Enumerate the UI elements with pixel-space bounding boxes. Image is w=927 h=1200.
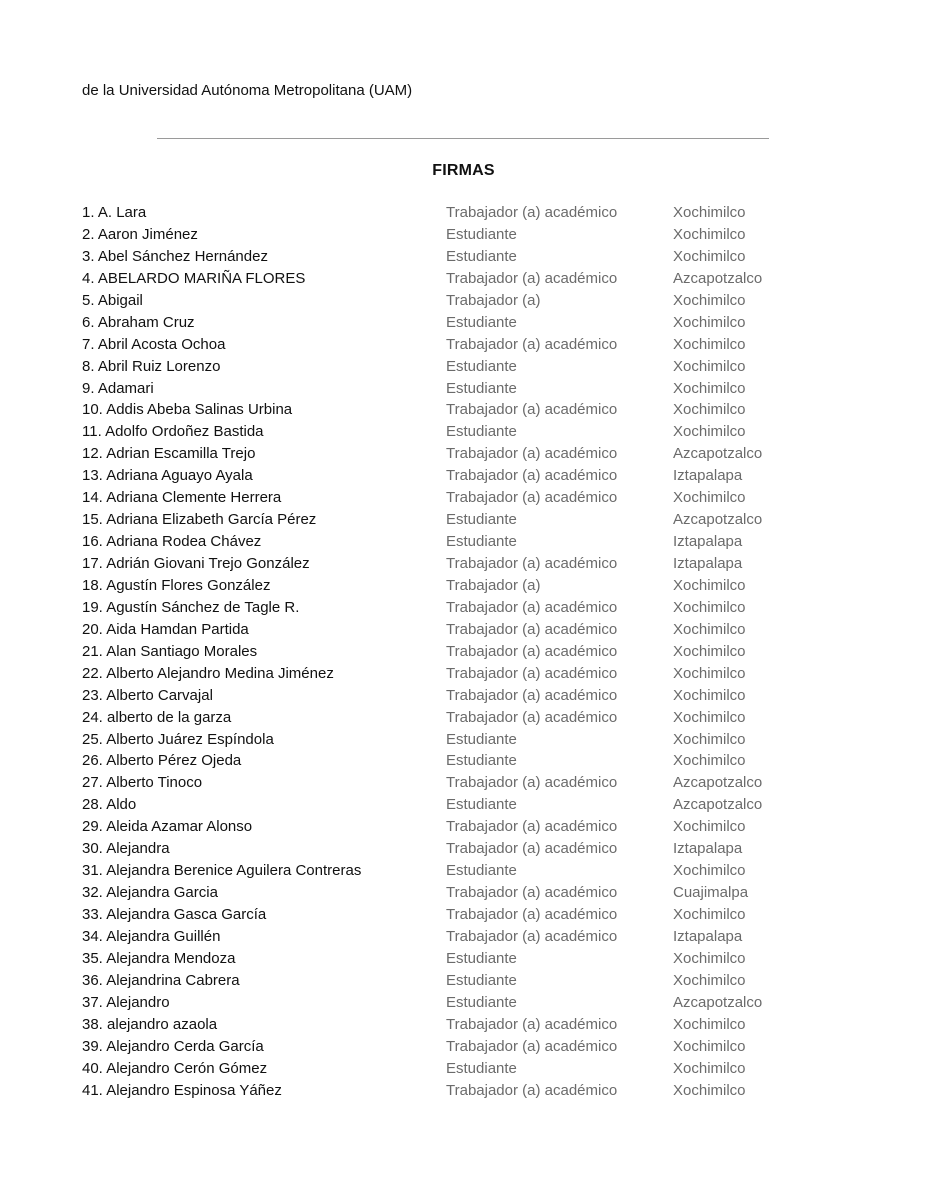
signature-row	[82, 927, 842, 949]
signer-unit: Iztapalapa	[673, 927, 743, 945]
signer-unit: Xochimilco	[673, 971, 746, 989]
signer-name: 16. Adriana Rodea Chávez	[82, 533, 262, 551]
signer-role: Estudiante	[446, 423, 517, 441]
signer-unit: Xochimilco	[673, 357, 746, 375]
signer-name: 11. Adolfo Ordoñez Bastida	[82, 423, 264, 441]
section-heading: FIRMAS	[432, 162, 495, 179]
signer-unit: Xochimilco	[673, 379, 746, 397]
signer-unit: Xochimilco	[673, 1015, 746, 1033]
signer-name: 40. Alejandro Cerón Gómez	[82, 1059, 268, 1077]
signer-role: Trabajador (a) académico	[446, 1037, 618, 1055]
signer-role: Trabajador (a) académico	[446, 555, 618, 572]
signer-role: Estudiante	[446, 993, 517, 1011]
signer-role: Trabajador (a)	[446, 291, 541, 309]
signer-role: Trabajador (a) académico	[446, 1081, 618, 1099]
signer-name: 12. Adrian Escamilla Trejo	[82, 445, 256, 463]
signer-unit: Xochimilco	[673, 664, 746, 682]
signer-role: Estudiante	[446, 971, 517, 989]
signature-row	[82, 488, 842, 510]
signature-list	[82, 203, 842, 1102]
signature-row	[82, 598, 842, 620]
signature-row	[82, 686, 842, 708]
signer-unit: Xochimilco	[673, 204, 746, 221]
intro-text: de la Universidad Autónoma Metropolitana (UAM)	[82, 82, 413, 99]
signature-row	[82, 532, 842, 554]
signer-unit: Xochimilco	[673, 752, 746, 770]
signer-name: 25. Alberto Juárez Espíndola	[82, 730, 274, 748]
signer-name: 2. Aaron Jiménez	[82, 225, 198, 243]
signer-unit: Cuajimalpa	[673, 884, 749, 902]
signature-row	[82, 861, 842, 883]
signer-role: Trabajador (a) académico	[446, 664, 618, 682]
signer-name: 13. Adriana Aguayo Ayala	[82, 467, 253, 485]
signer-name: 38. alejandro azaola	[82, 1015, 218, 1033]
signer-name: 28. Aldo	[82, 796, 137, 814]
signer-role: Estudiante	[446, 225, 517, 243]
signer-role: Estudiante	[446, 313, 517, 331]
signer-name: 35. Alejandra Mendoza	[82, 949, 236, 967]
signer-name: 23. Alberto Carvajal	[82, 686, 213, 704]
signer-name: 39. Alejandro Cerda García	[82, 1037, 264, 1055]
signature-row	[82, 949, 842, 971]
signer-role: Trabajador (a) académico	[446, 818, 618, 836]
signer-unit: Xochimilco	[673, 225, 746, 243]
signer-name: 8. Abril Ruiz Lorenzo	[82, 357, 221, 375]
signature-row	[82, 1015, 842, 1037]
signer-unit: Xochimilco	[673, 620, 746, 638]
signature-row	[82, 1059, 842, 1081]
signature-row	[82, 466, 842, 488]
signer-role: Trabajador (a) académico	[446, 906, 618, 923]
signer-role: Trabajador (a) académico	[446, 686, 618, 704]
signer-unit: Xochimilco	[673, 313, 746, 331]
signer-name: 4. ABELARDO MARIÑA FLORES	[82, 269, 306, 287]
signer-unit: Xochimilco	[673, 576, 746, 594]
signer-unit: Azcapotzalco	[673, 445, 763, 463]
signer-role: Trabajador (a) académico	[446, 642, 618, 660]
signer-name: 10. Addis Abeba Salinas Urbina	[82, 401, 293, 419]
signer-role: Trabajador (a) académico	[446, 445, 618, 463]
signature-row	[82, 620, 842, 642]
signer-name: 14. Adriana Clemente Herrera	[82, 489, 282, 507]
signature-row	[82, 422, 842, 444]
signer-name: 30. Alejandra	[82, 840, 170, 858]
signer-name: 15. Adriana Elizabeth García Pérez	[82, 511, 317, 529]
signer-unit: Azcapotzalco	[673, 269, 763, 287]
signer-role: Estudiante	[446, 379, 517, 397]
signature-row	[82, 357, 842, 379]
signer-role: Trabajador (a) académico	[446, 840, 618, 858]
signer-role: Trabajador (a) académico	[446, 335, 618, 353]
signature-row	[82, 993, 842, 1015]
signer-name: 24. alberto de la garza	[82, 708, 232, 726]
signer-name: 3. Abel Sánchez Hernández	[82, 247, 268, 265]
signer-name: 36. Alejandrina Cabrera	[82, 971, 240, 989]
signature-row	[82, 444, 842, 466]
signer-unit: Azcapotzalco	[673, 511, 763, 529]
signer-role: Trabajador (a) académico	[446, 708, 618, 726]
signer-role: Estudiante	[446, 511, 517, 529]
signer-role: Trabajador (a) académico	[446, 401, 618, 419]
signer-role: Trabajador (a) académico	[446, 884, 618, 902]
signer-role: Trabajador (a) académico	[446, 269, 618, 287]
signer-name: 17. Adrián Giovani Trejo González	[82, 555, 310, 572]
signer-unit: Azcapotzalco	[673, 993, 763, 1011]
signer-name: 19. Agustín Sánchez de Tagle R.	[82, 598, 300, 616]
signer-role: Estudiante	[446, 247, 517, 265]
signature-row	[82, 883, 842, 905]
signature-row	[82, 1081, 842, 1103]
signer-role: Trabajador (a) académico	[446, 620, 618, 638]
signer-role: Trabajador (a) académico	[446, 489, 618, 507]
signer-role: Estudiante	[446, 357, 517, 375]
signer-name: 18. Agustín Flores González	[82, 576, 271, 594]
signature-row	[82, 400, 842, 422]
signature-row	[82, 795, 842, 817]
signer-unit: Xochimilco	[673, 642, 746, 660]
signer-role: Estudiante	[446, 796, 517, 814]
signature-row	[82, 291, 842, 313]
signature-row	[82, 642, 842, 664]
signer-role: Trabajador (a) académico	[446, 467, 618, 485]
signature-row	[82, 510, 842, 532]
signer-unit: Iztapalapa	[673, 840, 743, 858]
signer-name: 31. Alejandra Berenice Aguilera Contreras	[82, 862, 362, 880]
signature-row	[82, 203, 842, 225]
signer-unit: Xochimilco	[673, 1037, 746, 1055]
signer-name: 32. Alejandra Garcia	[82, 884, 218, 902]
signer-role: Trabajador (a) académico	[446, 1015, 618, 1033]
signer-name: 29. Aleida Azamar Alonso	[82, 818, 253, 836]
signer-unit: Xochimilco	[673, 291, 746, 309]
signature-row	[82, 313, 842, 335]
signature-row	[82, 379, 842, 401]
signature-row	[82, 576, 842, 598]
signature-row	[82, 225, 842, 247]
signer-role: Trabajador (a) académico	[446, 204, 618, 221]
signer-name: 7. Abril Acosta Ochoa	[82, 335, 226, 353]
signer-unit: Iztapalapa	[673, 555, 743, 572]
signer-role: Estudiante	[446, 533, 517, 551]
signature-row	[82, 773, 842, 795]
signer-unit: Xochimilco	[673, 949, 746, 967]
signer-role: Estudiante	[446, 752, 517, 770]
signer-name: 5. Abigail	[82, 291, 143, 309]
signer-unit: Xochimilco	[673, 818, 746, 836]
signer-name: 26. Alberto Pérez Ojeda	[82, 752, 242, 770]
signer-unit: Xochimilco	[673, 247, 746, 265]
signer-name: 33. Alejandra Gasca García	[82, 906, 267, 923]
signature-row	[82, 269, 842, 291]
signer-role: Estudiante	[446, 730, 517, 748]
signer-role: Trabajador (a)	[446, 576, 541, 594]
signer-unit: Xochimilco	[673, 598, 746, 616]
signer-unit: Xochimilco	[673, 1081, 746, 1099]
signature-row	[82, 839, 842, 861]
signature-row	[82, 335, 842, 357]
signer-unit: Xochimilco	[673, 730, 746, 748]
signer-unit: Iztapalapa	[673, 533, 743, 551]
signature-row	[82, 554, 842, 576]
signer-name: 1. A. Lara	[82, 204, 147, 221]
signer-name: 20. Aida Hamdan Partida	[82, 620, 249, 638]
signer-unit: Xochimilco	[673, 708, 746, 726]
signature-row	[82, 730, 842, 752]
signer-name: 41. Alejandro Espinosa Yáñez	[82, 1081, 282, 1099]
signature-row	[82, 971, 842, 993]
signature-row	[82, 708, 842, 730]
signer-unit: Iztapalapa	[673, 467, 743, 485]
signer-unit: Xochimilco	[673, 862, 746, 880]
signer-unit: Xochimilco	[673, 401, 746, 419]
signer-role: Trabajador (a) académico	[446, 927, 618, 945]
signature-row	[82, 1037, 842, 1059]
signature-row	[82, 817, 842, 839]
horizontal-divider	[157, 138, 769, 139]
signer-name: 21. Alan Santiago Morales	[82, 642, 258, 660]
signature-row	[82, 751, 842, 773]
signer-role: Estudiante	[446, 949, 517, 967]
signer-unit: Azcapotzalco	[673, 796, 763, 814]
signer-unit: Xochimilco	[673, 423, 746, 441]
signer-role: Estudiante	[446, 862, 517, 880]
signer-name: 9. Adamari	[82, 379, 154, 397]
signer-name: 6. Abraham Cruz	[82, 313, 195, 331]
signer-unit: Azcapotzalco	[673, 774, 763, 792]
signer-unit: Xochimilco	[673, 489, 746, 507]
signer-name: 27. Alberto Tinoco	[82, 774, 203, 792]
signature-row	[82, 664, 842, 686]
signer-name: 37. Alejandro	[82, 993, 170, 1011]
signer-unit: Xochimilco	[673, 1059, 746, 1077]
signer-role: Trabajador (a) académico	[446, 774, 618, 792]
signer-role: Estudiante	[446, 1059, 517, 1077]
signer-unit: Xochimilco	[673, 906, 746, 923]
signature-row	[82, 905, 842, 927]
signer-role: Trabajador (a) académico	[446, 598, 618, 616]
signer-name: 34. Alejandra Guillén	[82, 927, 221, 945]
signer-unit: Xochimilco	[673, 686, 746, 704]
signature-row	[82, 247, 842, 269]
signer-name: 22. Alberto Alejandro Medina Jiménez	[82, 664, 334, 682]
signer-unit: Xochimilco	[673, 335, 746, 353]
